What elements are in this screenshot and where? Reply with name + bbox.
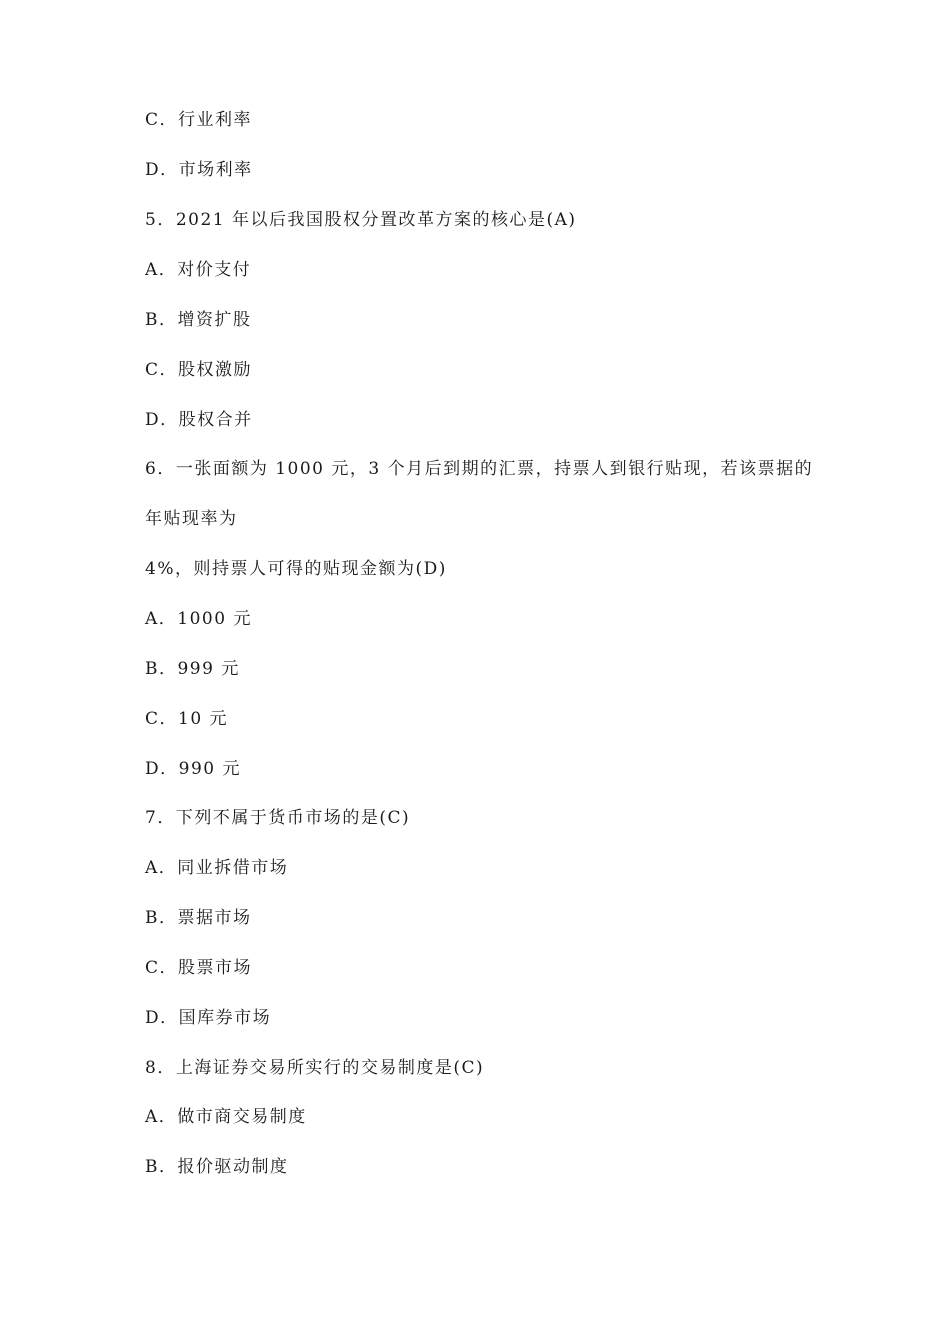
q6-option-b: B．999 元 — [145, 659, 240, 679]
question-5: 5．2021 年以后我国股权分置改革方案的核心是(A) — [145, 210, 577, 230]
question-6-line-1: 6．一张面额为 1000 元，3 个月后到期的汇票，持票人到银行贴现，若该票据的 — [145, 459, 814, 479]
question-7: 7．下列不属于货币市场的是(C) — [145, 808, 411, 828]
q8-option-b: B．报价驱动制度 — [145, 1157, 289, 1177]
question-6-line-3: 4%，则持票人可得的贴现金额为(D) — [145, 559, 447, 579]
q5-option-a: A．对价支付 — [145, 260, 252, 280]
option-c-industry-rate: C．行业利率 — [145, 110, 253, 130]
question-8: 8．上海证券交易所实行的交易制度是(C) — [145, 1058, 485, 1078]
question-6-line-2: 年贴现率为 — [145, 509, 238, 529]
q6-option-a: A．1000 元 — [145, 609, 252, 629]
q6-option-d: D．990 元 — [145, 759, 241, 779]
q7-option-b: B．票据市场 — [145, 908, 252, 928]
q7-option-c: C．股票市场 — [145, 958, 253, 978]
q7-option-a: A．同业拆借市场 — [145, 858, 289, 878]
q7-option-d: D．国库券市场 — [145, 1008, 272, 1028]
q5-option-b: B．增资扩股 — [145, 310, 252, 330]
q6-option-c: C．10 元 — [145, 709, 229, 729]
option-d-market-rate: D．市场利率 — [145, 160, 253, 180]
q5-option-d: D．股权合并 — [145, 410, 253, 430]
q8-option-a: A．做市商交易制度 — [145, 1107, 307, 1127]
q5-option-c: C．股权激励 — [145, 360, 253, 380]
